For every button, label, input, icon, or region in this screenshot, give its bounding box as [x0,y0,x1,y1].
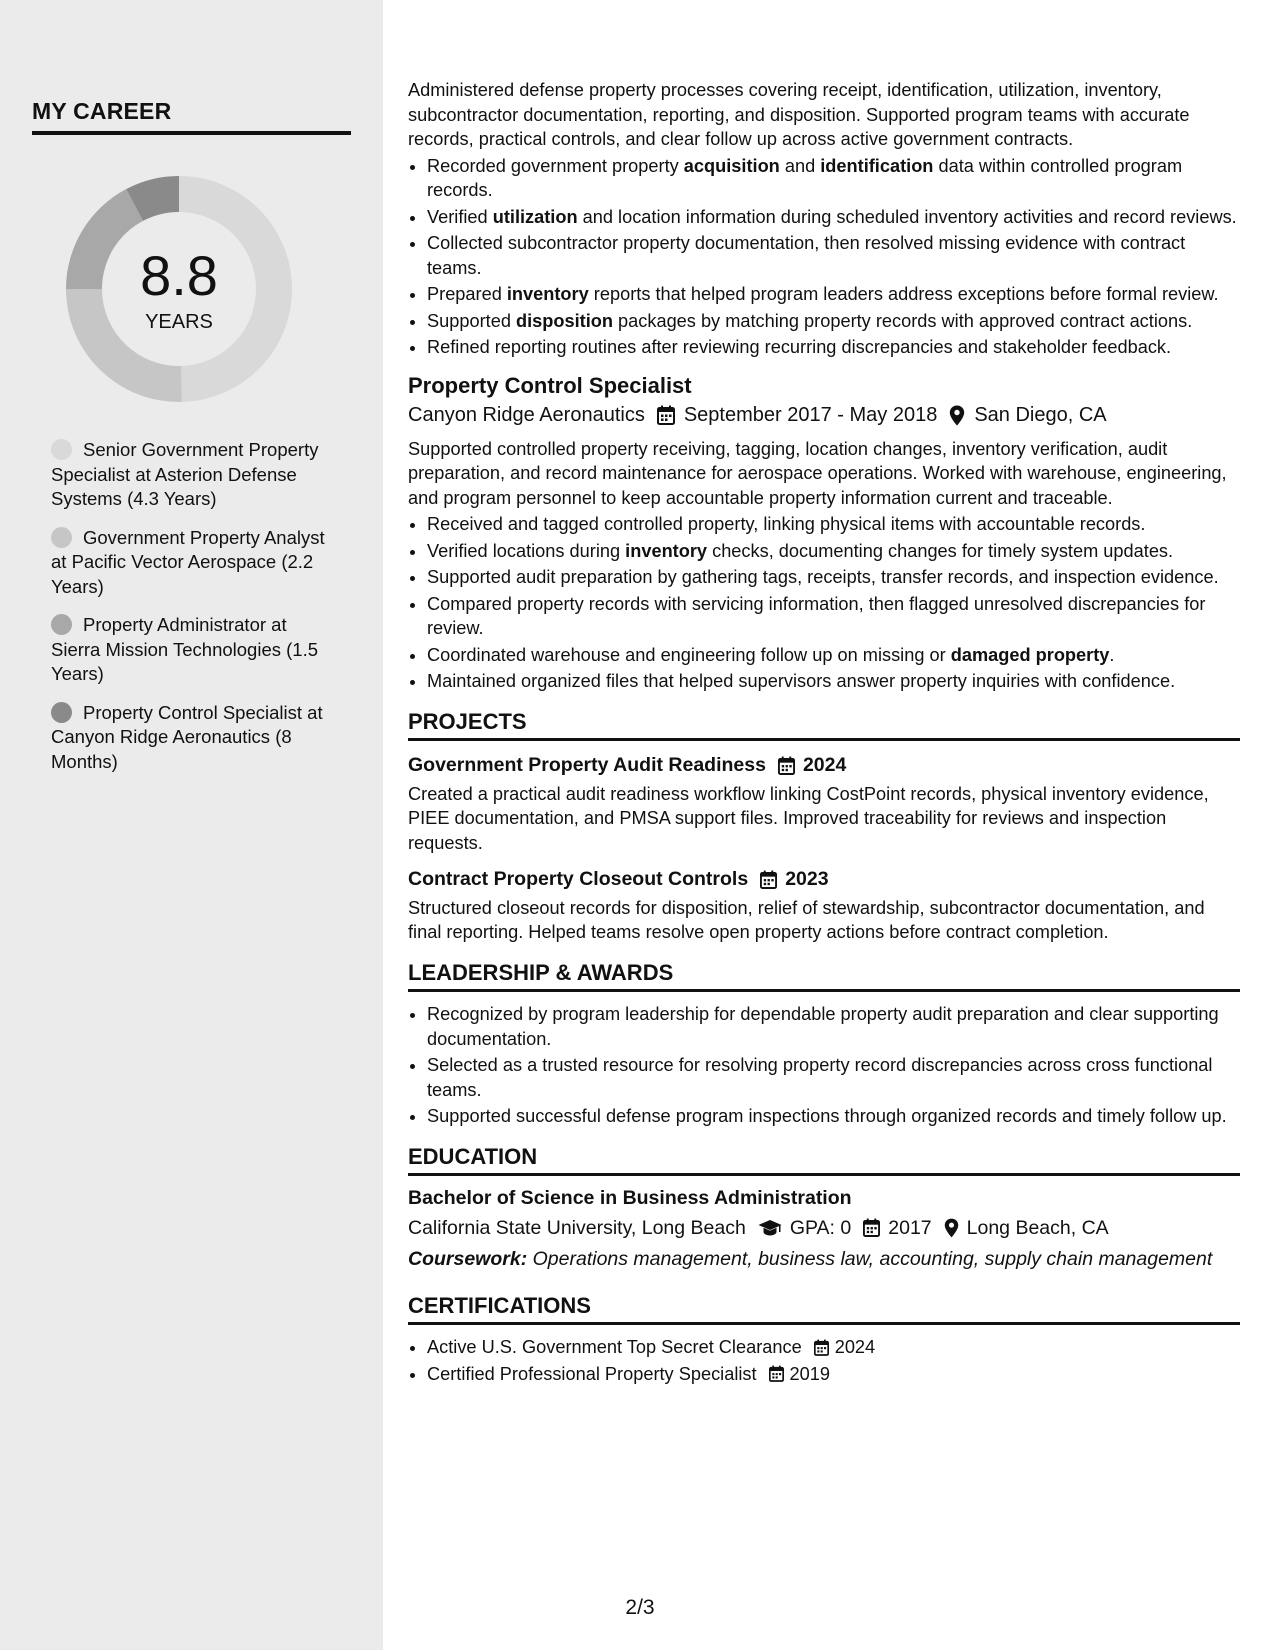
calendar-icon [657,405,675,425]
certification-name: • Certified Professional Property Specialist [427,1363,757,1384]
bullet-item: • Supported audit preparation by gathering tags, receipts, transfer records, and inspection evidence. [427,565,1240,590]
leadership-heading: LEADERSHIP & AWARDS [408,961,1240,993]
certification-item [427,1362,1240,1387]
bullet-item: • Coordinated warehouse and engineering follow up on missing or damaged property. [427,643,1240,668]
certifications-heading: CERTIFICATIONS [408,1294,1240,1326]
certification-item [427,1335,1240,1360]
map-pin-icon [949,405,965,426]
gpa: GPA: 0 [789,1216,852,1239]
sidebar [0,0,383,1650]
calendar-icon [863,1218,880,1237]
role-dates: September 2017 - May 2018 [683,404,938,426]
coursework [408,1247,1240,1272]
bullet-item: • Compared property records with servicing information, then flagged unresolved discrepancies for review. [427,592,1240,641]
prev-role-bullets [408,154,1240,360]
calendar-icon [814,1339,829,1356]
role-location: San Diego, CA [974,404,1107,426]
calendar-icon [769,1365,784,1382]
coursework-label: Coursework: [408,1248,528,1270]
legend-item [51,701,331,775]
career-heading: MY CAREER [32,98,351,135]
main-content [408,78,1240,1388]
projects-heading: PROJECTS [408,710,1240,742]
legend-item [51,613,331,687]
bullet-item: • Supported disposition packages by matching property records with approved contract actions. [427,309,1240,334]
legend-label: Property Control Specialist at Canyon Ridge Aeronautics (8 Months) [51,701,323,772]
prev-role-summary: Administered defense property processes covering receipt, identification, utilization, inventory, subcontractor documentation, reporting, and disposition. Supported program teams with accurate records, practical controls, and clear follow up across active government contracts. [408,80,1190,149]
bullet-item: • Selected as a trusted resource for resolving property record discrepancies across cross functional teams. [427,1053,1240,1102]
legend-item [51,438,331,512]
legend-dot [51,527,72,548]
school-name: California State University, Long Beach [408,1216,746,1239]
bullet-item: • Verified locations during inventory checks, documenting changes for timely system updates. [427,539,1240,564]
legend-label: Property Administrator at Sierra Mission Technologies (1.5 Years) [51,614,319,684]
education-meta [408,1216,1240,1241]
bullet-item: • Prepared inventory reports that helped program leaders address exceptions before formal review. [427,282,1240,307]
certification-name: • Active U.S. Government Top Secret Clearance [427,1337,802,1357]
role-summary: Supported controlled property receiving, tagging, location changes, inventory verification, audit preparation, and record maintenance for aerospace operations. Worked with warehouse, engineering, and program personnel to keep accountable property information current and traceable. [408,438,1227,508]
graduation-cap-icon [758,1219,782,1237]
bullet-item: • Supported successful defense program inspections through organized records and timely follow up. [427,1104,1240,1129]
legend-dot [51,702,72,723]
page-number: 2/3 [625,1596,655,1619]
career-legend [51,438,331,788]
role-company: Canyon Ridge Aeronautics [408,404,645,426]
project-description: Created a practical audit readiness workflow linking CostPoint records, physical inventory evidence, PIEE documentation, and PMSA support files. Improved traceability for reviews and inspection requests. [408,783,1209,853]
bullet-item: • Refined reporting routines after reviewing recurring discrepancies and stakeholder feedback. [427,335,1240,360]
project-title [408,867,1240,892]
graduation-year: 2017 [888,1216,932,1239]
leadership-bullets [408,1002,1240,1129]
role-bullets [408,512,1240,694]
project-year: 2023 [785,868,829,890]
project-description: Structured closeout records for disposition, relief of stewardship, subcontractor documentation, and final reporting. Helped teams resolve open property actions before contract completion. [408,897,1205,942]
project-title [408,753,1240,778]
certification-list [408,1335,1240,1386]
project-year: 2024 [802,754,847,776]
education-heading: EDUCATION [408,1145,1240,1177]
legend-dot [51,614,72,635]
map-pin-icon [944,1218,959,1238]
legend-item [51,526,331,600]
legend-dot [51,439,72,460]
bullet-item: • Collected subcontractor property documentation, then resolved missing evidence with contract teams. [427,231,1240,280]
bullet-item: • Maintained organized files that helped supervisors answer property inquiries with confidence. [427,669,1240,694]
project-name: Government Property Audit Readiness [408,754,766,776]
bullet-item: • Verified utilization and location information during scheduled inventory activities and record reviews. [427,205,1240,230]
school-location: Long Beach, CA [966,1216,1109,1239]
bullet-item: • Recorded government property acquisition and identification data within controlled program records. [427,154,1240,203]
total-years-label: YEARS [145,311,213,333]
degree-title: Bachelor of Science in Business Administration [408,1187,852,1209]
calendar-icon [778,756,795,775]
certification-year: 2019 [789,1363,831,1384]
bullet-item: • Recognized by program leadership for dependable property audit preparation and clear supporting documentation. [427,1002,1240,1051]
bullet-item: • Received and tagged controlled property, linking physical items with accountable records. [427,512,1240,537]
project-name: Contract Property Closeout Controls [408,868,749,890]
calendar-icon [760,870,777,889]
total-years-value: 8.8 [140,244,218,307]
coursework-text: Operations management, business law, accounting, supply chain management [527,1248,1213,1270]
role-title: Property Control Specialist [408,372,692,398]
role-meta [408,403,1240,428]
certification-year: 2024 [834,1337,876,1357]
legend-label: Government Property Analyst at Pacific Vector Aerospace (2.2 Years) [51,526,325,597]
legend-label: Senior Government Property Specialist at Asterion Defense Systems (4.3 Years) [51,439,319,509]
career-donut-chart [66,176,292,402]
